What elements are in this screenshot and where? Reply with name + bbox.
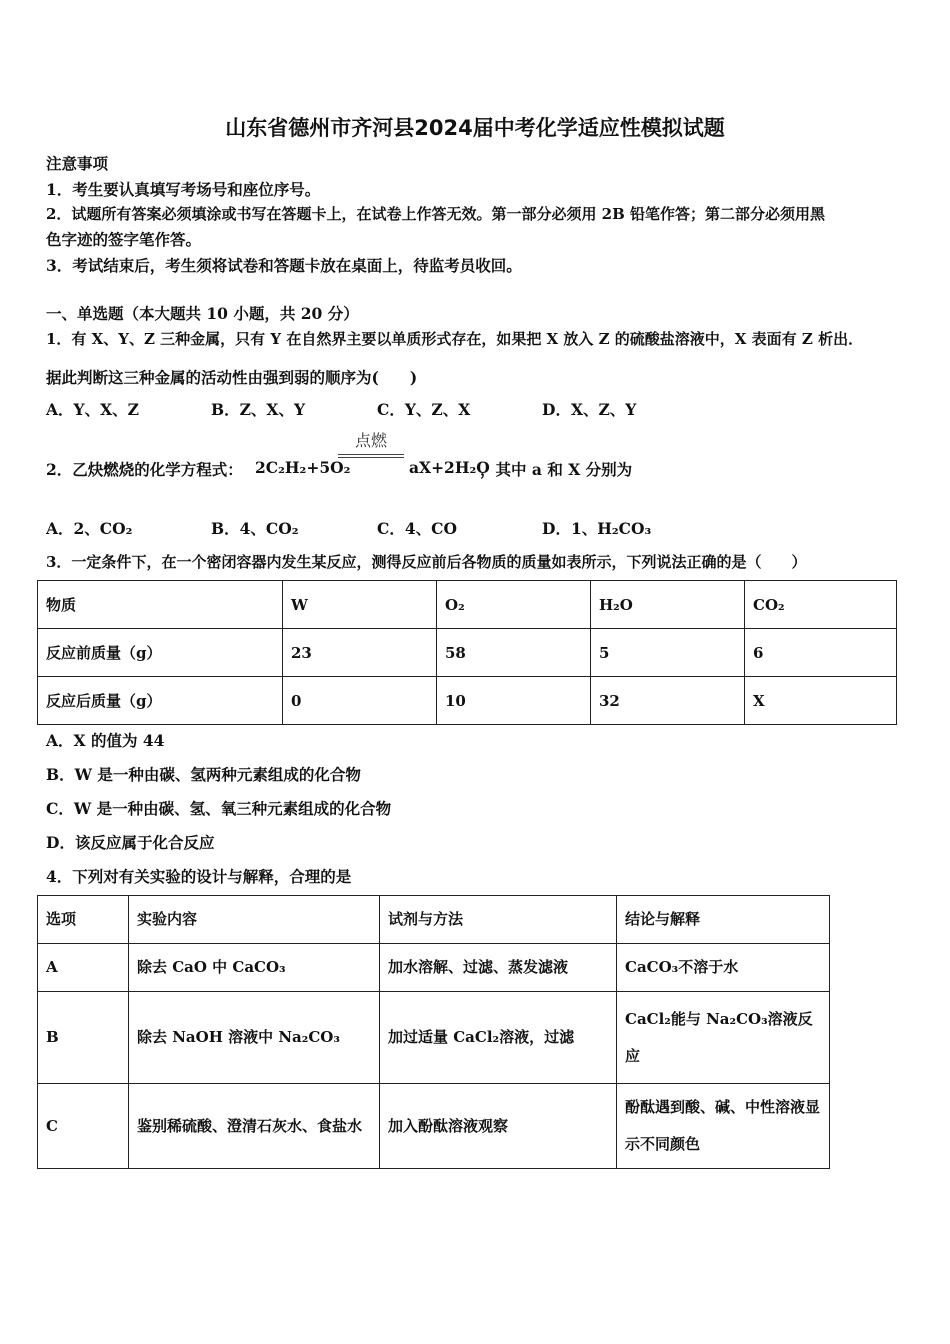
q1-option-a: A．Y、X、Z bbox=[46, 400, 139, 419]
q2-equation-right: aX+2H₂O bbox=[409, 458, 490, 477]
table-header-cell: CO₂ bbox=[745, 581, 897, 629]
q1-stem-line1: 1．有 X、Y、Z 三种金属，只有 Y 在自然界主要以单质形式存在，如果把 X 放入 Z 的硫酸盐溶液中，X 表面有 Z 析出． bbox=[46, 330, 864, 348]
q3-option-c: C．W 是一种由碳、氢、氧三种元素组成的化合物 bbox=[46, 799, 392, 818]
table-row bbox=[38, 1084, 830, 1169]
notice-item-1: 1．考生要认真填写考场号和座位序号。 bbox=[46, 180, 321, 199]
q1-stem-line2: 据此判断这三种金属的活动性由强到弱的顺序为( ) bbox=[46, 368, 418, 387]
table-cell: 32 bbox=[591, 677, 745, 725]
table-cell: 6 bbox=[745, 629, 897, 677]
table-cell: 0 bbox=[283, 677, 437, 725]
q4-experiment-table bbox=[37, 895, 830, 1169]
table-header-cell: 结论与解释 bbox=[617, 896, 830, 944]
table-header-cell: 选项 bbox=[38, 896, 129, 944]
q2-equals-line-bottom bbox=[338, 457, 404, 458]
table-cell: C bbox=[38, 1084, 129, 1169]
table-header-cell: 试剂与方法 bbox=[380, 896, 617, 944]
table-cell: CaCO₃不溶于水 bbox=[617, 944, 830, 992]
table-cell: 鉴别稀硫酸、澄清石灰水、食盐水 bbox=[129, 1084, 380, 1169]
q2-equation-left: 2C₂H₂+5O₂ bbox=[255, 458, 351, 477]
table-cell: 10 bbox=[437, 677, 591, 725]
q2-equals-line-top bbox=[338, 454, 404, 455]
table-header-cell: 实验内容 bbox=[129, 896, 380, 944]
page-title: 山东省德州市齐河县2024届中考化学适应性模拟试题 bbox=[225, 116, 725, 140]
table-header-row bbox=[38, 896, 830, 944]
q1-option-c: C．Y、Z、X bbox=[377, 400, 471, 419]
table-cell: 58 bbox=[437, 629, 591, 677]
q2-option-a: A．2、CO₂ bbox=[46, 519, 133, 538]
table-cell: 5 bbox=[591, 629, 745, 677]
table-header-cell: W bbox=[283, 581, 437, 629]
table-cell: 酚酞遇到酸、碱、中性溶液显示不同颜色 bbox=[617, 1084, 830, 1169]
table-header-cell: 物质 bbox=[38, 581, 283, 629]
table-header-cell: H₂O bbox=[591, 581, 745, 629]
table-cell: X bbox=[745, 677, 897, 725]
q3-mass-table bbox=[37, 580, 897, 725]
q2-option-d: D．1、H₂CO₃ bbox=[542, 519, 652, 538]
q2-reaction-condition: 点燃 bbox=[354, 431, 387, 450]
table-header-cell: O₂ bbox=[437, 581, 591, 629]
table-cell: 加过适量 CaCl₂溶液，过滤 bbox=[380, 992, 617, 1084]
q3-option-d: D．该反应属于化合反应 bbox=[46, 833, 215, 852]
notice-item-2-cont: 色字迹的签字笔作答。 bbox=[46, 230, 202, 249]
table-row bbox=[38, 629, 897, 677]
q2-option-b: B．4、CO₂ bbox=[211, 519, 299, 538]
notice-item-3: 3．考试结束后，考生须将试卷和答题卡放在桌面上，待监考员收回。 bbox=[46, 256, 522, 275]
table-row bbox=[38, 992, 830, 1084]
table-cell: 加入酚酞溶液观察 bbox=[380, 1084, 617, 1169]
table-cell: 加水溶解、过滤、蒸发滤液 bbox=[380, 944, 617, 992]
section-heading: 一、单选题（本大题共 10 小题，共 20 分） bbox=[46, 304, 359, 323]
q3-stem: 3．一定条件下，在一个密闭容器内发生某反应，测得反应前后各物质的质量如表所示，下列说法正确的是（ ） bbox=[46, 553, 807, 571]
table-row bbox=[38, 944, 830, 992]
table-cell: 除去 NaOH 溶液中 Na₂CO₃ bbox=[129, 992, 380, 1084]
q3-option-a: A．X 的值为 44 bbox=[46, 731, 165, 750]
table-cell: 23 bbox=[283, 629, 437, 677]
q2-stem-suffix: ，其中 a 和 X 分别为 bbox=[480, 460, 633, 479]
table-cell: CaCl₂能与 Na₂CO₃溶液反应 bbox=[617, 992, 830, 1084]
q1-option-b: B．Z、X、Y bbox=[211, 400, 306, 419]
table-cell: 反应前质量（g） bbox=[38, 629, 283, 677]
table-header-row bbox=[38, 581, 897, 629]
table-cell: 除去 CaO 中 CaCO₃ bbox=[129, 944, 380, 992]
table-cell: B bbox=[38, 992, 129, 1084]
table-row bbox=[38, 677, 897, 725]
q4-stem: 4．下列对有关实验的设计与解释，合理的是 bbox=[46, 867, 352, 886]
table-cell: A bbox=[38, 944, 129, 992]
table-cell: 反应后质量（g） bbox=[38, 677, 283, 725]
notice-heading: 注意事项 bbox=[46, 154, 109, 173]
notice-item-2: 2．试题所有答案必须填涂或书写在答题卡上，在试卷上作答无效。第一部分必须用 2B 铅笔作答；第二部分必须用黑 bbox=[46, 205, 826, 223]
q1-option-d: D．X、Z、Y bbox=[542, 400, 637, 419]
q2-stem-prefix: 2．乙炔燃烧的化学方程式： bbox=[46, 460, 243, 479]
q3-option-b: B．W 是一种由碳、氢两种元素组成的化合物 bbox=[46, 765, 361, 784]
q2-option-c: C．4、CO bbox=[377, 519, 457, 538]
